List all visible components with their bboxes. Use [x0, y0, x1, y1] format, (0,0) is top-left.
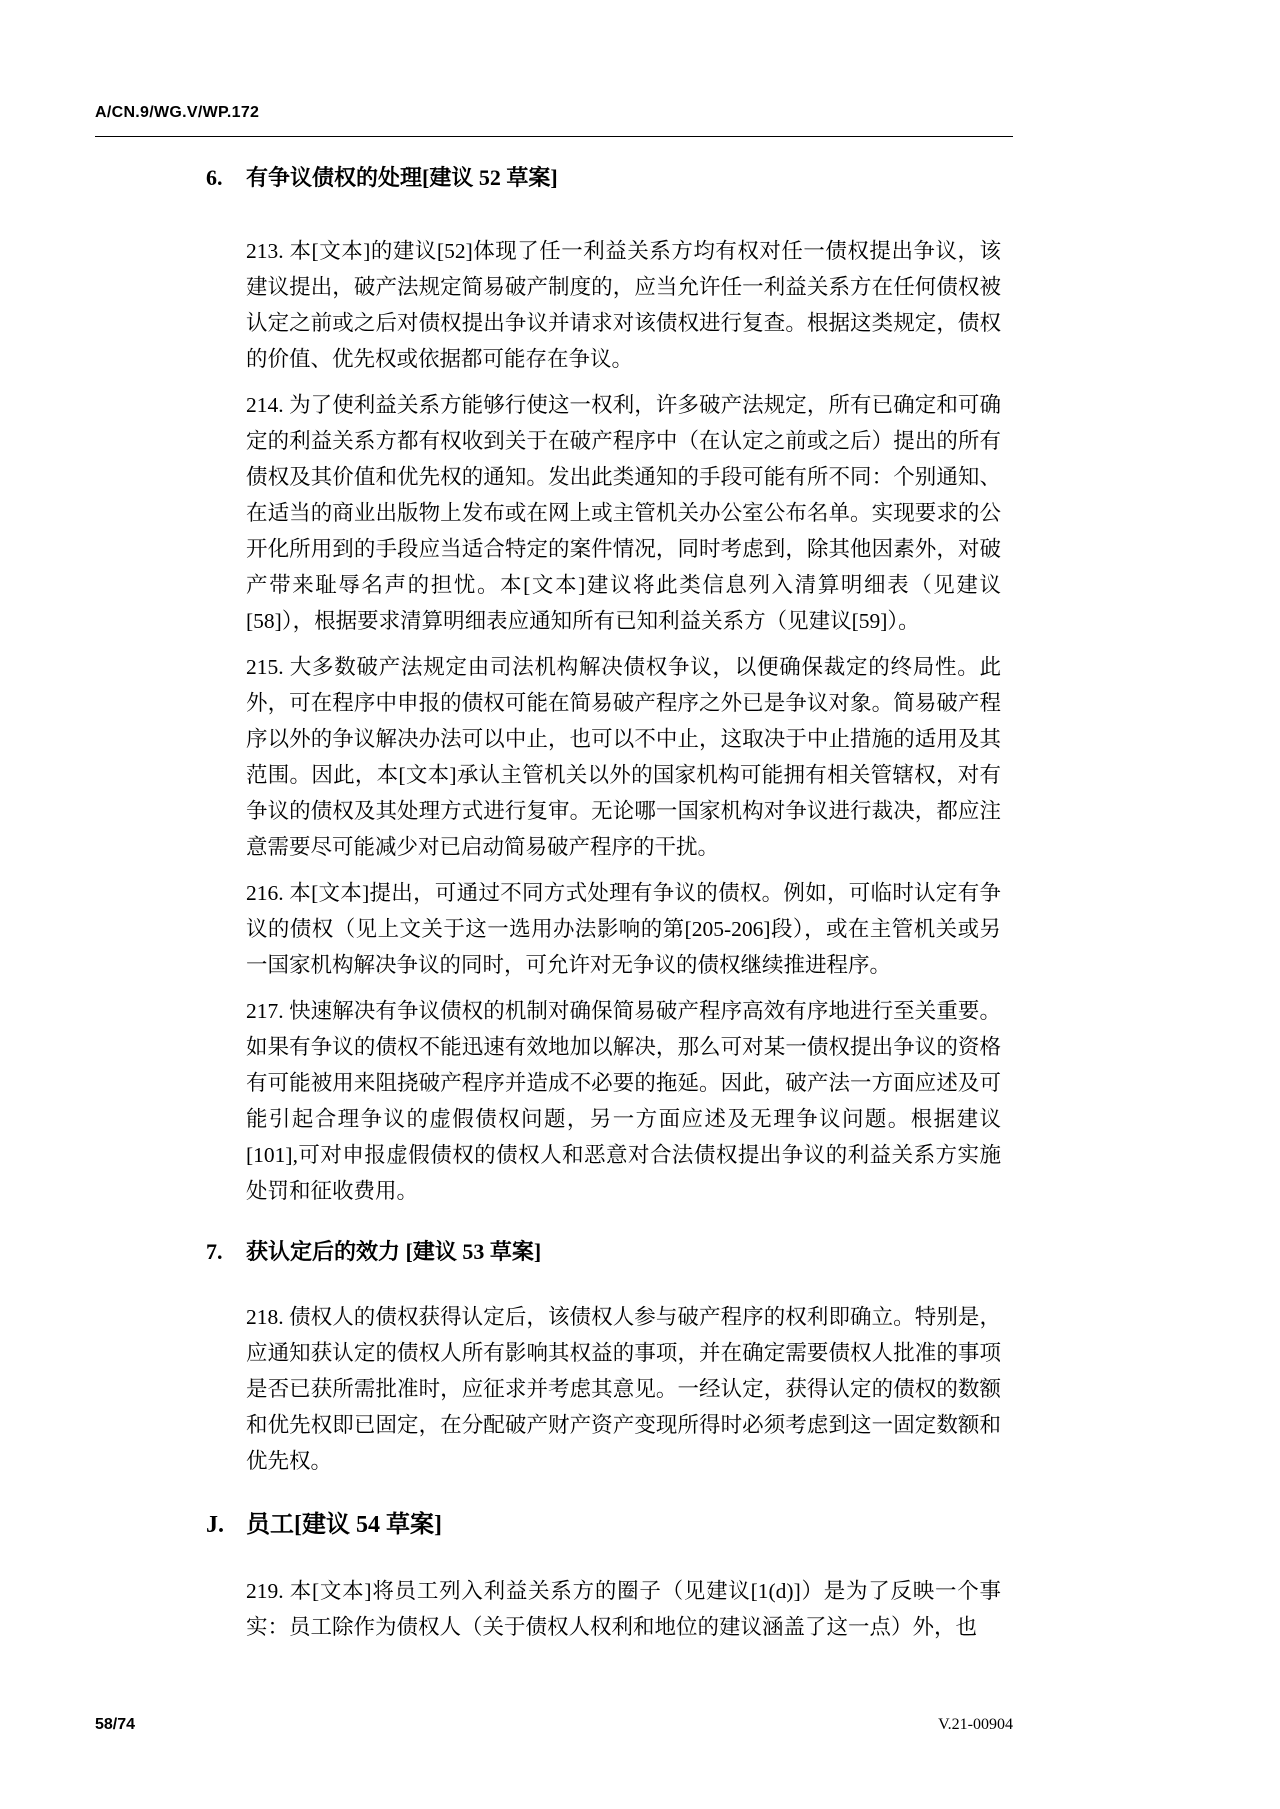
page-number: 58/74	[95, 1716, 136, 1733]
section-title-7: 获认定后的效力 [建议 53 草案]	[246, 1239, 542, 1264]
section-title-J: 员工[建议 54 草案]	[246, 1512, 442, 1538]
section-heading-J	[206, 1509, 1001, 1541]
paragraph-216: 216. 本[文本]提出，可通过不同方式处理有争议的债权。例如，可临时认定有争议的债权（见上文关于这一选用办法影响的第[205-206]段），或在主管机关或另一国家机构解决争议的同时，可允许对无争议的债权继续推进程序。	[246, 881, 1001, 977]
section-number-6: 6.	[206, 165, 223, 190]
section-heading-6	[206, 163, 1001, 193]
section-number-7: 7.	[206, 1239, 223, 1264]
job-number: V.21-00904	[938, 1716, 1013, 1733]
section-number-J: J.	[206, 1512, 224, 1538]
paragraph-217: 217. 快速解决有争议债权的机制对确保简易破产程序高效有序地进行至关重要。如果有争议的债权不能迅速有效地加以解决，那么可对某一债权提出争议的资格有可能被用来阻挠破产程序并造成不必要的拖延。因此，破产法一方面应述及可能引起合理争议的虚假债权问题，另一方面应述及无理争议问题。根据建议[101],可对申报虚假债权的债权人和恶意对合法债权提出争议的利益关系方实施处罚和征收费用。	[246, 999, 1001, 1203]
paragraph-213: 213. 本[文本]的建议[52]体现了任一利益关系方均有权对任一债权提出争议，该建议提出，破产法规定简易破产制度的，应当允许任一利益关系方在任何债权被认定之前或之后对债权提出争议并请求对该债权进行复查。根据这类规定，债权的价值、优先权或依据都可能存在争议。	[246, 239, 1001, 371]
document-footer	[95, 1716, 1013, 1734]
document-header	[95, 104, 1013, 137]
section-heading-7	[206, 1237, 1001, 1267]
paragraph-218: 218. 债权人的债权获得认定后，该债权人参与破产程序的权利即确立。特别是，应通知获认定的债权人所有影响其权益的事项，并在确定需要债权人批准的事项是否已获所需批准时，应征求并考虑其意见。一经认定，获得认定的债权的数额和优先权即已固定，在分配破产财产资产变现所得时必须考虑到这一固定数额和优先权。	[246, 1305, 1001, 1473]
section-title-6: 有争议债权的处理[建议 52 草案]	[246, 165, 558, 190]
paragraph-215: 215. 大多数破产法规定由司法机构解决债权争议，以便确保裁定的终局性。此外，可在程序中申报的债权可能在简易破产程序之外已是争议对象。简易破产程序以外的争议解决办法可以中止，也可以不中止，这取决于中止措施的适用及其范围。因此，本[文本]承认主管机关以外的国家机构可能拥有相关管辖权，对有争议的债权及其处理方式进行复审。无论哪一国家机构对争议进行裁决，都应注意需要尽可能减少对已启动简易破产程序的干扰。	[246, 655, 1001, 859]
document-symbol: A/CN.9/WG.V/WP.172	[95, 104, 260, 121]
paragraph-214: 214. 为了使利益关系方能够行使这一权利，许多破产法规定，所有已确定和可确定的利益关系方都有权收到关于在破产程序中（在认定之前或之后）提出的所有债权及其价值和优先权的通知。发出此类通知的手段可能有所不同：个别通知、在适当的商业出版物上发布或在网上或主管机关办公室公布名单。实现要求的公开化所用到的手段应当适合特定的案件情况，同时考虑到，除其他因素外，对破产带来耻辱名声的担忧。本[文本]建议将此类信息列入清算明细表（见建议[58]），根据要求清算明细表应通知所有已知利益关系方（见建议[59]）。	[246, 393, 1001, 633]
paragraph-219: 219. 本[文本]将员工列入利益关系方的圈子（见建议[1(d)]）是为了反映一个事实：员工除作为债权人（关于债权人权利和地位的建议涵盖了这一点）外，也	[246, 1579, 1001, 1639]
document-body	[206, 163, 1001, 1645]
